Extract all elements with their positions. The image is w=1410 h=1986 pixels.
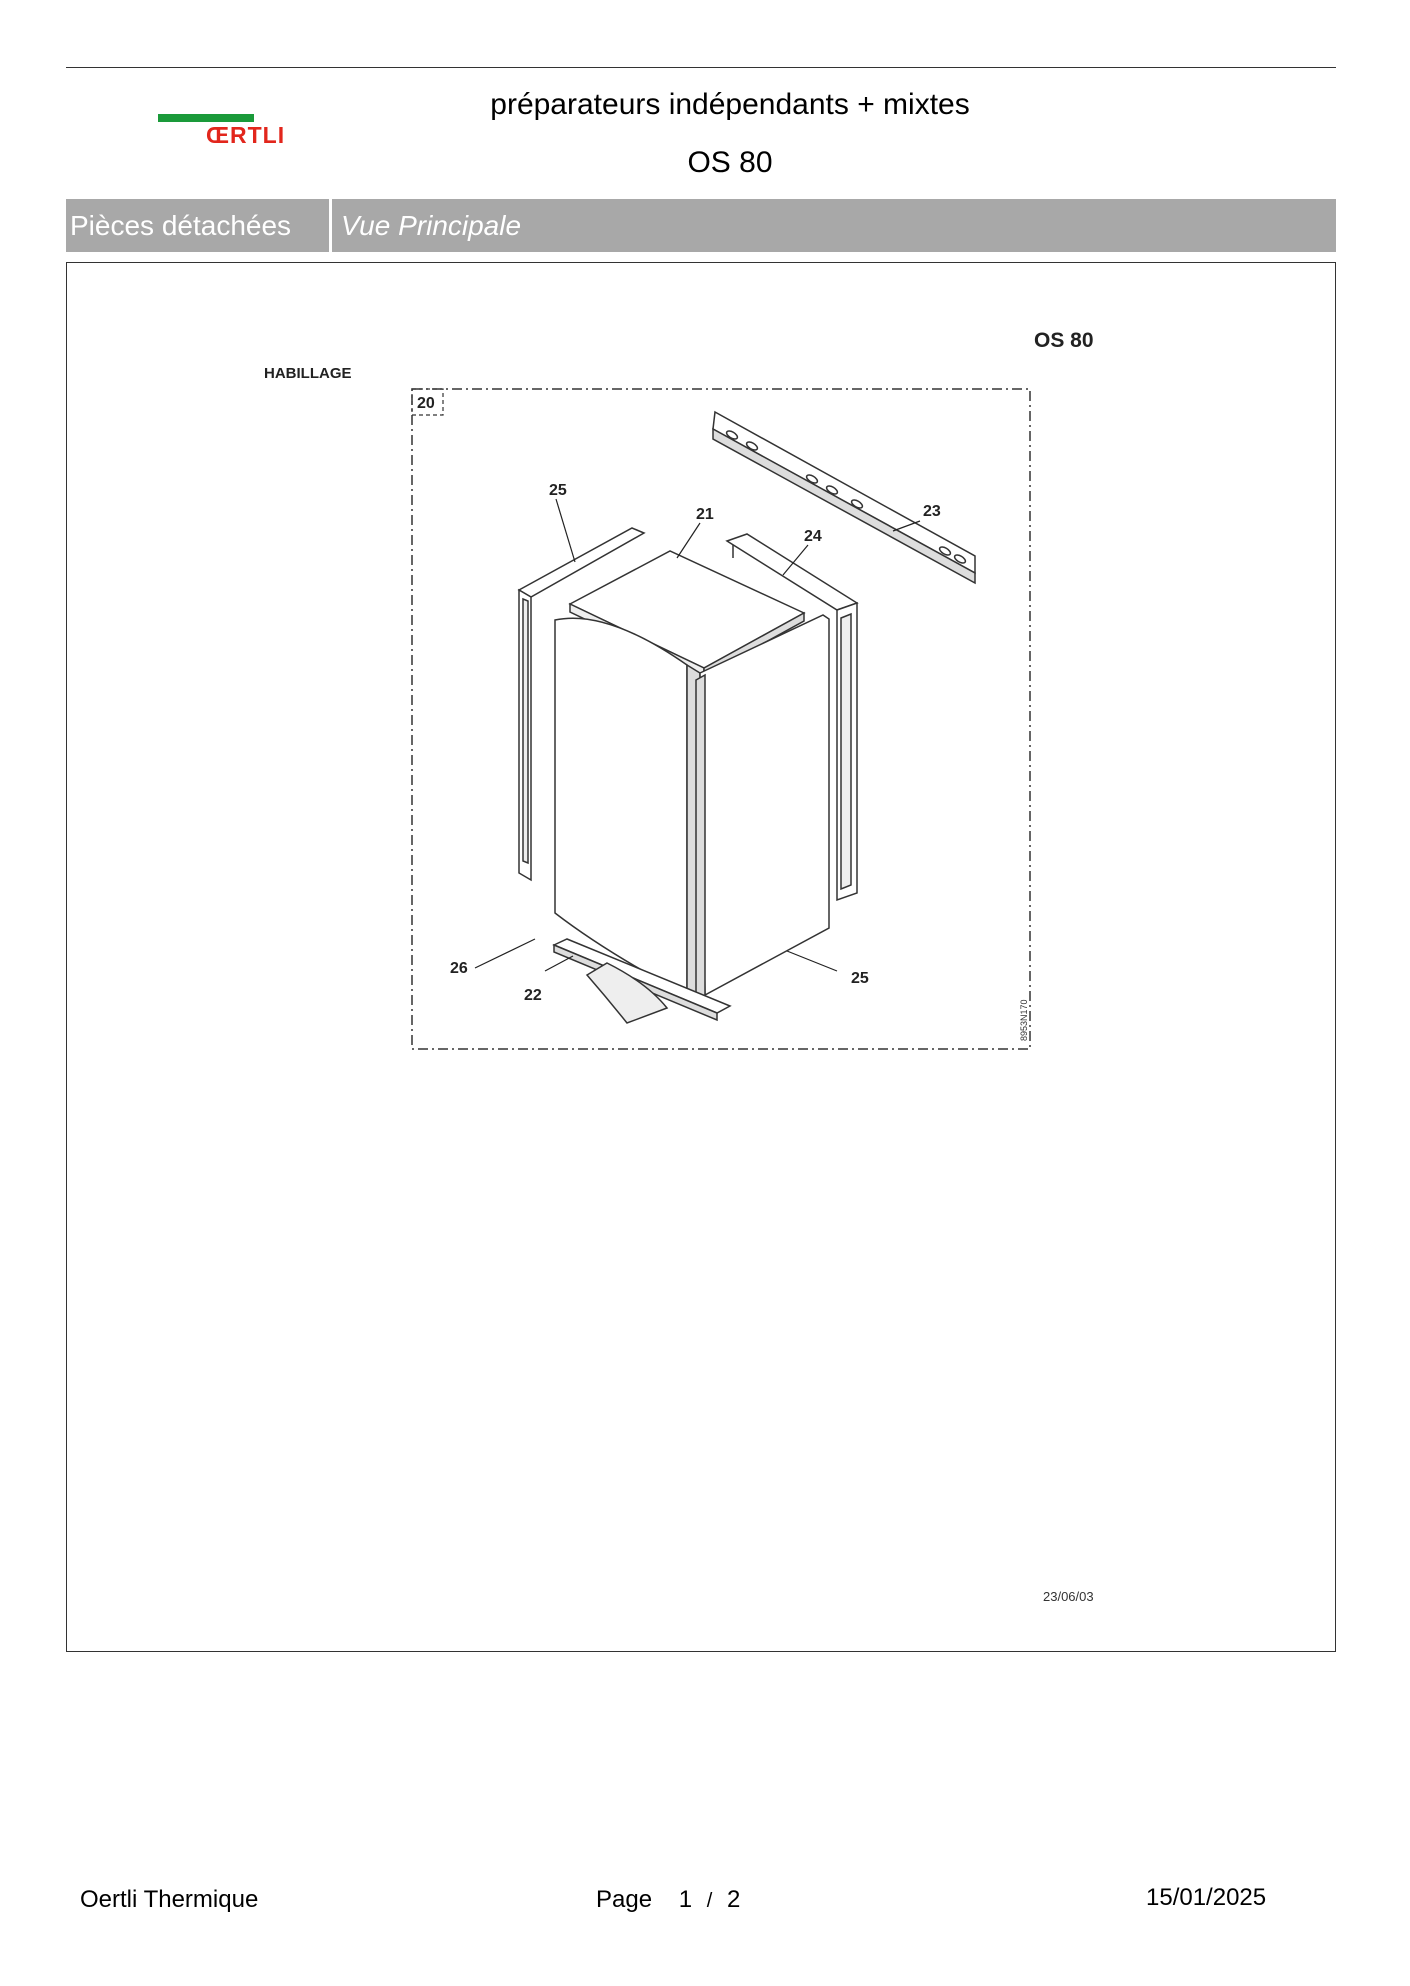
- callout-24: 24: [804, 528, 822, 545]
- section-label-view: Vue Principale: [341, 210, 522, 241]
- part-25-side-panel: [696, 615, 829, 1000]
- oertli-logo: [158, 114, 308, 154]
- callout-25-top: 25: [549, 482, 567, 499]
- exploded-view-drawing: [67, 263, 1335, 1651]
- drawing-date: 23/06/03: [1043, 1589, 1094, 1604]
- top-rule: [66, 67, 1336, 68]
- document-title: préparateurs indépendants + mixtes: [490, 88, 970, 121]
- callout-21: 21: [696, 506, 714, 523]
- footer-page-current: 1: [678, 1886, 693, 1913]
- drawing-code: 8953N170: [1019, 999, 1029, 1041]
- drawing-group-label: HABILLAGE: [264, 365, 352, 382]
- callout-23: 23: [923, 503, 941, 520]
- footer-page-label: Page: [596, 1886, 653, 1913]
- callout-22: 22: [524, 987, 542, 1004]
- callout-25-bottom: 25: [851, 970, 869, 987]
- footer-page-total: 2: [727, 1886, 741, 1913]
- callout-26: 26: [450, 960, 468, 977]
- drawing-frame: [66, 262, 1336, 1652]
- footer-company: Oertli Thermique: [80, 1886, 259, 1913]
- footer-page-indicator: [596, 1886, 740, 1914]
- footer-date: 15/01/2025: [1146, 1884, 1267, 1911]
- logo-green-bar: [158, 114, 254, 122]
- section-label-parts: Pièces détachées: [66, 199, 332, 252]
- group-number: 20: [417, 395, 435, 412]
- section-bar: [66, 199, 1336, 252]
- footer-page-separator: /: [706, 1890, 713, 1912]
- document-model: OS 80: [687, 146, 773, 179]
- drawing-model-label: OS 80: [1034, 329, 1094, 352]
- logo-text: ŒRTLI: [206, 122, 286, 148]
